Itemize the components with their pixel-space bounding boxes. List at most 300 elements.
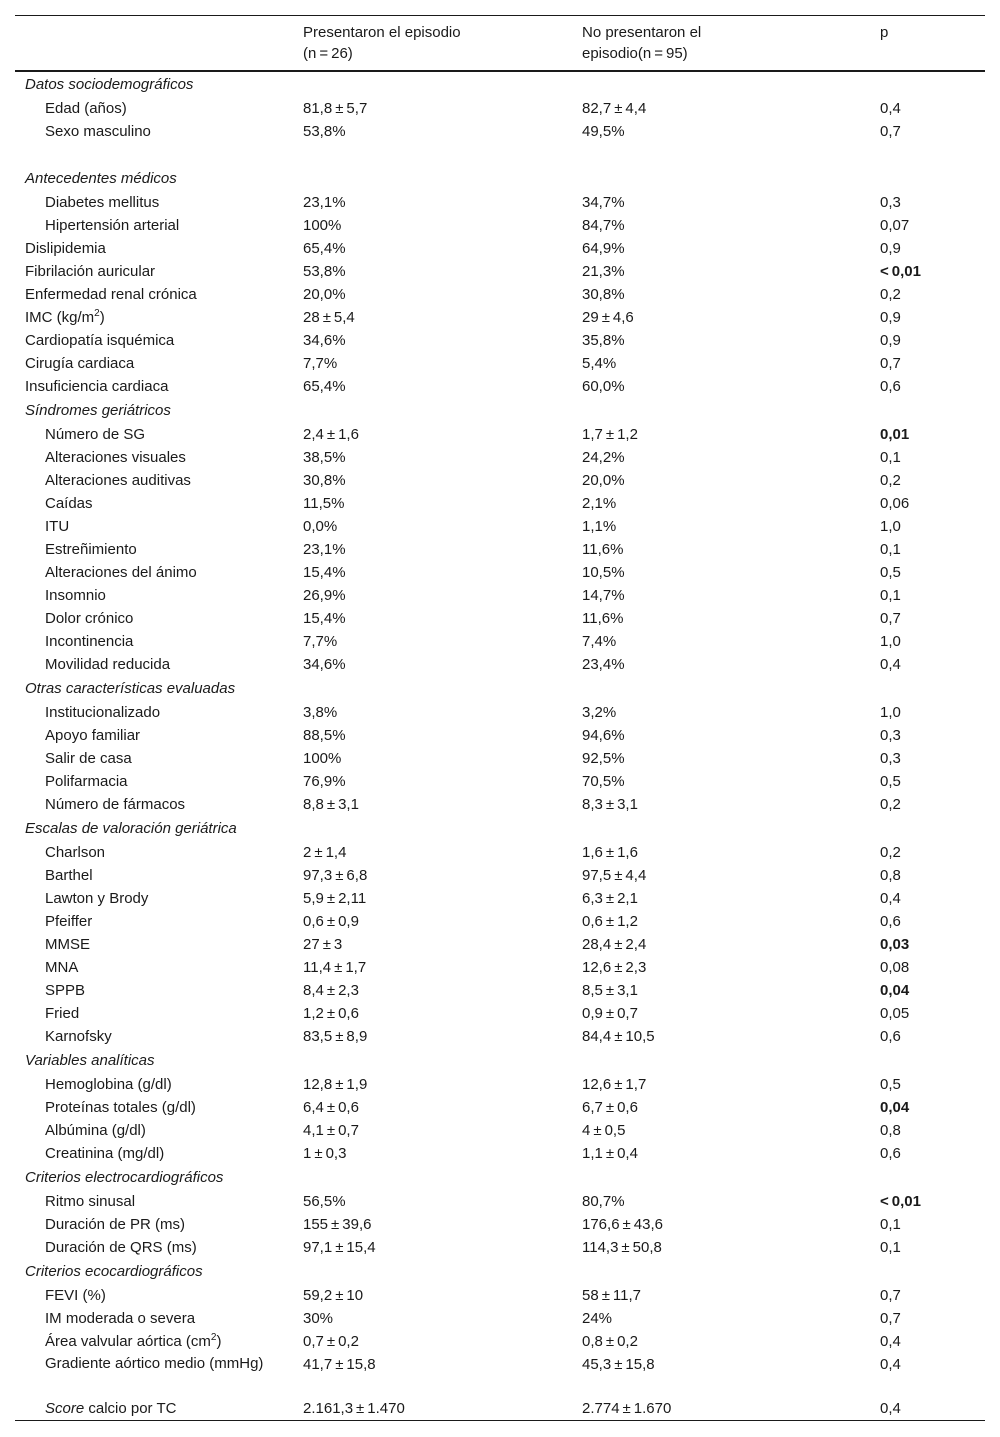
- value-presented: 53,8%: [303, 123, 346, 140]
- superscript: 2: [210, 1332, 217, 1343]
- variable-label: [15, 492, 303, 515]
- spacer-cell: [15, 143, 985, 166]
- p-value: 0,01: [880, 426, 910, 443]
- section-title: Variables analíticas: [25, 1052, 155, 1069]
- table-row: [15, 1119, 985, 1142]
- value-presented: 23,1%: [303, 541, 346, 558]
- value-presented: 59,2 ± 10: [303, 1287, 364, 1304]
- variable-label-text: Área valvular aórtica (cm: [45, 1333, 211, 1350]
- header-variable: [15, 16, 303, 72]
- variable-label-text: Fibrilación auricular: [25, 263, 156, 280]
- variable-label-text: Albúmina (g/dl): [45, 1122, 146, 1139]
- table-row: [15, 446, 985, 469]
- variable-label-text: Karnofsky: [45, 1028, 112, 1045]
- section-header-row: [15, 1048, 985, 1073]
- variable-label-text: Número de SG: [45, 426, 146, 443]
- table-row: [15, 1397, 985, 1421]
- p-value: 0,9: [880, 309, 901, 326]
- variable-label-text: Cardiopatía isquémica: [25, 332, 175, 349]
- variable-label-text: Institucionalizado: [45, 704, 161, 721]
- variable-label-text: ITU: [45, 518, 70, 535]
- value-not-presented: 21,3%: [582, 263, 625, 280]
- value-presented: 11,5%: [303, 495, 345, 512]
- variable-label-text: Insuficiencia cardiaca: [25, 378, 169, 395]
- spacer-row: [15, 143, 985, 166]
- p-value: < 0,01: [880, 263, 921, 280]
- value-not-presented: 82,7 ± 4,4: [582, 100, 647, 117]
- variable-label: [15, 1096, 303, 1119]
- variable-label: [15, 793, 303, 816]
- value-presented: 97,1 ± 15,4: [303, 1239, 376, 1256]
- value-not-presented: 45,3 ± 15,8: [582, 1356, 655, 1373]
- value-presented: 12,8 ± 1,9: [303, 1076, 368, 1093]
- table-row: [15, 910, 985, 933]
- value-not-presented: 34,7%: [582, 194, 625, 211]
- variable-label-text: Hipertensión arterial: [45, 217, 180, 234]
- variable-label: [15, 1397, 303, 1421]
- table-header: [15, 16, 985, 72]
- table-row: [15, 375, 985, 398]
- p-value: 0,7: [880, 123, 901, 140]
- p-value: 0,07: [880, 217, 910, 234]
- value-presented: 2 ± 1,4: [303, 844, 347, 861]
- value-not-presented: 20,0%: [582, 472, 625, 489]
- variable-label-text: Incontinencia: [45, 633, 134, 650]
- p-value: 0,5: [880, 1076, 901, 1093]
- value-not-presented: 2.774 ± 1.670: [582, 1400, 672, 1417]
- table-row: [15, 469, 985, 492]
- variable-label-text: Barthel: [45, 867, 93, 884]
- variable-label-text: Salir de casa: [45, 750, 132, 767]
- value-not-presented: 10,5%: [582, 564, 625, 581]
- p-value: 0,9: [880, 332, 901, 349]
- table-row: [15, 724, 985, 747]
- value-not-presented: 12,6 ± 2,3: [582, 959, 647, 976]
- table-row: [15, 97, 985, 120]
- value-not-presented: 8,3 ± 3,1: [582, 796, 638, 813]
- p-value: 1,0: [880, 633, 901, 650]
- p-value: 0,2: [880, 796, 901, 813]
- table-row: [15, 1213, 985, 1236]
- section-header-row: [15, 398, 985, 423]
- variable-label: [15, 446, 303, 469]
- table-row: [15, 283, 985, 306]
- variable-label: [15, 375, 303, 398]
- p-value: 0,1: [880, 541, 901, 558]
- value-not-presented: 60,0%: [582, 378, 625, 395]
- table-row: [15, 538, 985, 561]
- p-value: 0,3: [880, 194, 901, 211]
- value-presented: 2,4 ± 1,6: [303, 426, 359, 443]
- p-value: 0,4: [880, 656, 901, 673]
- variable-label-text: IMC (kg/m: [25, 309, 95, 326]
- value-presented: 155 ± 39,6: [303, 1216, 372, 1233]
- value-presented: 2.161,3 ± 1.470: [303, 1400, 405, 1417]
- table-row: [15, 352, 985, 375]
- variable-label-text: Dislipidemia: [25, 240, 106, 257]
- value-not-presented: 28,4 ± 2,4: [582, 936, 647, 953]
- table-row: [15, 653, 985, 676]
- variable-label-text: MNA: [45, 959, 79, 976]
- p-value: 0,3: [880, 727, 901, 744]
- value-presented: 30,8%: [303, 472, 346, 489]
- section-title: Criterios electrocardiográficos: [25, 1169, 224, 1186]
- variable-label: [15, 283, 303, 306]
- variable-label: [15, 260, 303, 283]
- value-not-presented: 24,2%: [582, 449, 625, 466]
- variable-label: [15, 864, 303, 887]
- table-row: [15, 561, 985, 584]
- variable-label-text: Ritmo sinusal: [45, 1193, 136, 1210]
- variable-label-text: Insomnio: [45, 587, 106, 604]
- variable-label-text: Dolor crónico: [45, 610, 134, 627]
- p-value: 0,5: [880, 564, 901, 581]
- value-not-presented: 14,7%: [582, 587, 625, 604]
- variable-label: [15, 306, 303, 329]
- value-not-presented: 12,6 ± 1,7: [582, 1076, 647, 1093]
- value-presented: 4,1 ± 0,7: [303, 1122, 359, 1139]
- table-row: [15, 1025, 985, 1048]
- value-not-presented: 70,5%: [582, 773, 625, 790]
- value-not-presented: 176,6 ± 43,6: [582, 1216, 663, 1233]
- value-presented: 1 ± 0,3: [303, 1145, 347, 1162]
- value-not-presented: 7,4%: [582, 633, 617, 650]
- variable-label-text: calcio por TC: [84, 1400, 177, 1417]
- variable-label: [15, 747, 303, 770]
- value-presented: 1,2 ± 0,6: [303, 1005, 359, 1022]
- table-row: [15, 864, 985, 887]
- value-presented: 0,0%: [303, 518, 338, 535]
- p-value: < 0,01: [880, 1193, 921, 1210]
- variable-label-text: Charlson: [45, 844, 106, 861]
- value-presented: 76,9%: [303, 773, 346, 790]
- value-presented: 3,8%: [303, 704, 338, 721]
- p-value: 0,04: [880, 982, 910, 999]
- variable-label-text: Edad (años): [45, 100, 127, 117]
- table-row: [15, 423, 985, 446]
- header-row: [15, 16, 985, 72]
- value-not-presented: 80,7%: [582, 1193, 625, 1210]
- table-row: [15, 237, 985, 260]
- value-not-presented: 1,6 ± 1,6: [582, 844, 638, 861]
- table-row: [15, 701, 985, 724]
- p-value: 0,08: [880, 959, 910, 976]
- value-presented: 7,7%: [303, 355, 338, 372]
- variable-label: [15, 423, 303, 446]
- value-not-presented: 84,4 ± 10,5: [582, 1028, 655, 1045]
- variable-label: [15, 1002, 303, 1025]
- p-value: 0,8: [880, 1122, 901, 1139]
- section-title: Síndromes geriátricos: [25, 402, 171, 419]
- table-row: [15, 306, 985, 329]
- p-value: 0,6: [880, 1028, 901, 1045]
- variable-label: [15, 97, 303, 120]
- table-row: [15, 770, 985, 793]
- value-presented: 8,8 ± 3,1: [303, 796, 359, 813]
- variable-label-text: Enfermedad renal crónica: [25, 286, 197, 303]
- p-value: 0,7: [880, 610, 901, 627]
- p-value: 0,4: [880, 100, 901, 117]
- variable-label: [15, 1025, 303, 1048]
- header-not-presented-line1: No presentaron el: [582, 24, 702, 41]
- value-presented: 81,8 ± 5,7: [303, 100, 368, 117]
- value-not-presented: 84,7%: [582, 217, 625, 234]
- p-value: 0,1: [880, 1216, 901, 1233]
- p-value: 0,06: [880, 495, 910, 512]
- table-row: [15, 841, 985, 864]
- section-header-row: [15, 166, 985, 191]
- variable-label: [15, 1330, 303, 1353]
- value-presented: 5,9 ± 2,11: [303, 890, 367, 907]
- variable-label: Gradiente aórtico medio (mmHg): [45, 1355, 264, 1372]
- variable-label-text: Cirugía cardiaca: [25, 355, 135, 372]
- value-presented: 27 ± 3: [303, 936, 343, 953]
- value-not-presented: 58 ± 11,7: [582, 1287, 642, 1304]
- value-presented: 56,5%: [303, 1193, 346, 1210]
- variable-label: [15, 630, 303, 653]
- value-presented: 6,4 ± 0,6: [303, 1099, 359, 1116]
- value-presented: 20,0%: [303, 286, 346, 303]
- section-title: Criterios ecocardiográficos: [25, 1263, 203, 1280]
- p-value: 0,9: [880, 240, 901, 257]
- table-row: [15, 120, 985, 143]
- table-row: [15, 191, 985, 214]
- variable-label: [15, 515, 303, 538]
- p-value: 0,4: [880, 1400, 901, 1417]
- section-title: Datos sociodemográficos: [25, 76, 194, 93]
- value-presented: 11,4 ± 1,7: [303, 959, 367, 976]
- variable-label: [15, 584, 303, 607]
- value-presented: 97,3 ± 6,8: [303, 867, 368, 884]
- value-not-presented: 4 ± 0,5: [582, 1122, 626, 1139]
- p-value: 0,1: [880, 587, 901, 604]
- variable-label: [15, 352, 303, 375]
- section-header-row: [15, 816, 985, 841]
- variable-label: [15, 607, 303, 630]
- p-value: 0,2: [880, 844, 901, 861]
- p-value: 0,2: [880, 472, 901, 489]
- value-not-presented: 23,4%: [582, 656, 625, 673]
- value-not-presented: 24%: [582, 1310, 613, 1327]
- p-value: 0,4: [880, 1333, 901, 1350]
- variable-label: [15, 538, 303, 561]
- value-not-presented: 11,6%: [582, 610, 624, 627]
- p-value: 0,2: [880, 286, 901, 303]
- value-not-presented: 1,7 ± 1,2: [582, 426, 638, 443]
- table-body: [15, 71, 985, 1421]
- table-row: [15, 1353, 985, 1397]
- value-presented: 23,1%: [303, 194, 346, 211]
- p-value: 0,6: [880, 1145, 901, 1162]
- table-row: [15, 956, 985, 979]
- variable-label: [15, 933, 303, 956]
- variable-label-suffix: ): [216, 1333, 222, 1350]
- table-row: [15, 260, 985, 283]
- table-row: [15, 1330, 985, 1353]
- value-presented: 8,4 ± 2,3: [303, 982, 359, 999]
- p-value: 0,8: [880, 867, 901, 884]
- value-presented: 65,4%: [303, 378, 346, 395]
- variable-label-suffix: ): [99, 309, 105, 326]
- value-not-presented: 6,7 ± 0,6: [582, 1099, 638, 1116]
- p-value: 0,6: [880, 913, 901, 930]
- variable-label-text: MMSE: [45, 936, 90, 953]
- variable-label: [15, 1307, 303, 1330]
- value-not-presented: 6,3 ± 2,1: [582, 890, 638, 907]
- value-not-presented: 8,5 ± 3,1: [582, 982, 638, 999]
- variable-label: [15, 653, 303, 676]
- value-not-presented: 97,5 ± 4,4: [582, 867, 647, 884]
- table-row: [15, 933, 985, 956]
- variable-label: [15, 910, 303, 933]
- variable-label: [15, 191, 303, 214]
- value-presented: 28 ± 5,4: [303, 309, 355, 326]
- variable-label: [15, 1284, 303, 1307]
- variable-label-text: Lawton y Brody: [45, 890, 149, 907]
- p-value: 0,4: [880, 890, 901, 907]
- header-not-presented: [582, 16, 880, 72]
- p-value: 0,05: [880, 1005, 910, 1022]
- value-not-presented: 64,9%: [582, 240, 625, 257]
- p-value: 1,0: [880, 518, 901, 535]
- p-value: 0,5: [880, 773, 901, 790]
- variable-label: [15, 237, 303, 260]
- value-presented: 34,6%: [303, 656, 346, 673]
- variable-label-text: FEVI (%): [45, 1287, 106, 1304]
- value-presented: 34,6%: [303, 332, 346, 349]
- header-presented-line2: (n = 26): [303, 45, 353, 62]
- variable-label: [15, 1190, 303, 1213]
- variable-label-italic: Score: [45, 1400, 85, 1417]
- table-row: [15, 329, 985, 352]
- p-value: 0,1: [880, 1239, 901, 1256]
- variable-label: [15, 120, 303, 143]
- variable-label-text: Apoyo familiar: [45, 727, 141, 744]
- p-value: 0,04: [880, 1099, 910, 1116]
- table-row: [15, 1307, 985, 1330]
- variable-label-text: SPPB: [45, 982, 86, 999]
- variable-label-text: Hemoglobina (g/dl): [45, 1076, 172, 1093]
- variable-label: [15, 1142, 303, 1165]
- table-row: [15, 1284, 985, 1307]
- value-presented: 7,7%: [303, 633, 338, 650]
- value-presented: 65,4%: [303, 240, 346, 257]
- value-presented: 88,5%: [303, 727, 346, 744]
- section-header-row: [15, 1165, 985, 1190]
- value-presented: 0,6 ± 0,9: [303, 913, 359, 930]
- value-not-presented: 1,1%: [582, 518, 617, 535]
- section-header-row: [15, 1259, 985, 1284]
- variable-label: [15, 1119, 303, 1142]
- variable-label: [15, 561, 303, 584]
- variable-label: [15, 887, 303, 910]
- variable-label: [15, 979, 303, 1002]
- table-row: [15, 1096, 985, 1119]
- p-value: 0,4: [880, 1356, 901, 1373]
- value-presented: 38,5%: [303, 449, 346, 466]
- value-presented: 53,8%: [303, 263, 346, 280]
- variable-label-text: Estreñimiento: [45, 541, 137, 558]
- variable-label-text: Fried: [45, 1005, 80, 1022]
- section-title: Escalas de valoración geriátrica: [25, 820, 237, 837]
- variable-label-text: Pfeiffer: [45, 913, 93, 930]
- table-row: [15, 630, 985, 653]
- value-presented: 41,7 ± 15,8: [303, 1356, 376, 1373]
- value-not-presented: 29 ± 4,6: [582, 309, 634, 326]
- value-not-presented: 11,6%: [582, 541, 624, 558]
- variable-label: [15, 770, 303, 793]
- variable-label-text: Caídas: [45, 495, 93, 512]
- value-not-presented: 30,8%: [582, 286, 625, 303]
- value-not-presented: 92,5%: [582, 750, 625, 767]
- table-row: [15, 1142, 985, 1165]
- p-value: 0,6: [880, 378, 901, 395]
- variable-label: [15, 1236, 303, 1259]
- header-p-value: p: [880, 24, 889, 41]
- variable-label: [15, 469, 303, 492]
- variable-label: [15, 1213, 303, 1236]
- value-presented: 83,5 ± 8,9: [303, 1028, 368, 1045]
- value-not-presented: 3,2%: [582, 704, 617, 721]
- variable-label: [15, 1073, 303, 1096]
- table-row: [15, 747, 985, 770]
- table-row: [15, 584, 985, 607]
- value-not-presented: 114,3 ± 50,8: [582, 1239, 662, 1256]
- table-container: [15, 15, 985, 1421]
- table-row: [15, 1002, 985, 1025]
- p-value: 0,7: [880, 355, 901, 372]
- variable-label-text: Alteraciones auditivas: [45, 472, 191, 489]
- variable-label-text: Sexo masculino: [45, 123, 151, 140]
- variable-label: [15, 329, 303, 352]
- section-header-row: [15, 676, 985, 701]
- variable-label-text: Alteraciones visuales: [45, 449, 186, 466]
- comparison-table: [15, 15, 985, 1421]
- value-presented: 0,7 ± 0,2: [303, 1333, 359, 1350]
- variable-label-text: Duración de QRS (ms): [45, 1239, 197, 1256]
- value-presented: 30%: [303, 1310, 334, 1327]
- table-row: [15, 492, 985, 515]
- p-value: 0,3: [880, 750, 901, 767]
- variable-label: [15, 724, 303, 747]
- variable-label-text: Creatinina (mg/dl): [45, 1145, 165, 1162]
- table-row: [15, 979, 985, 1002]
- table-row: [15, 515, 985, 538]
- p-value: 0,7: [880, 1287, 901, 1304]
- table-row: [15, 1190, 985, 1213]
- header-not-presented-line2: episodio(n = 95): [582, 45, 688, 62]
- variable-label-text: Alteraciones del ánimo: [45, 564, 197, 581]
- variable-label: [15, 841, 303, 864]
- value-not-presented: 94,6%: [582, 727, 625, 744]
- value-presented: 26,9%: [303, 587, 346, 604]
- value-not-presented: 2,1%: [582, 495, 617, 512]
- variable-label-text: Proteínas totales (g/dl): [45, 1099, 196, 1116]
- variable-label: [15, 701, 303, 724]
- value-not-presented: 0,9 ± 0,7: [582, 1005, 638, 1022]
- table-row: [15, 1236, 985, 1259]
- p-value: 1,0: [880, 704, 901, 721]
- value-presented: 15,4%: [303, 564, 346, 581]
- variable-label: [15, 956, 303, 979]
- variable-label-text: Movilidad reducida: [45, 656, 171, 673]
- p-value: 0,7: [880, 1310, 901, 1327]
- table-row: [15, 887, 985, 910]
- table-row: [15, 793, 985, 816]
- table-row: [15, 607, 985, 630]
- value-not-presented: 0,6 ± 1,2: [582, 913, 638, 930]
- p-value: 0,03: [880, 936, 910, 953]
